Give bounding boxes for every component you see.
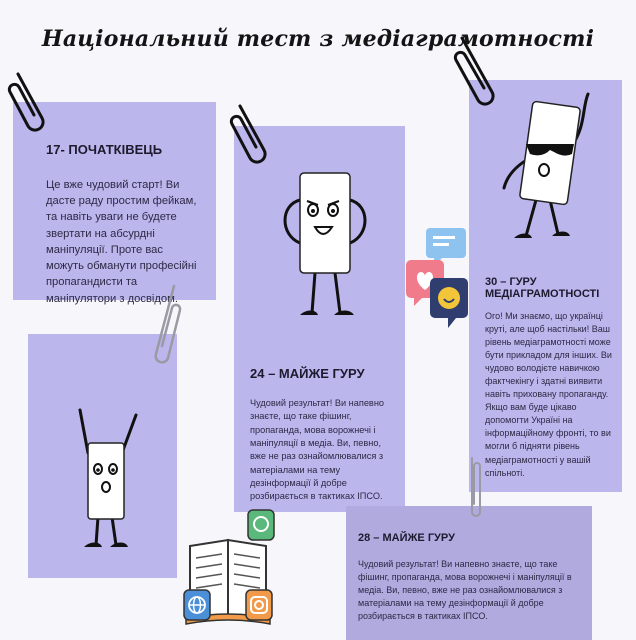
card-text: Ого! Ми знаємо, що українці круті, але щоб настільки! Ваш рівень медіаграмотності може бути прикладом для інших. Ви чудово володієте навичкою фактчекінгу і здатні виявити навіть приховану пропаганду. Якщо вам буде цікаво допомогти Україні на інформаційному фронті, то ви могли б підняти рівень медіаграмотності у вашій спільноті. [485, 311, 612, 478]
paperclip-icon [4, 66, 54, 136]
paperclip-icon [452, 30, 502, 110]
camera-app-icon [246, 590, 272, 620]
paperclip-icon [466, 454, 486, 524]
card-heading: 17- ПОЧАТКІВЕЦЬ [46, 142, 163, 157]
smile-chat-icon [430, 278, 468, 328]
card-heading: 30 – ГУРУ МЕДІАГРАМОТНОСТІ [485, 276, 600, 300]
globe-app-icon [184, 590, 210, 620]
phone-character-confident [270, 165, 380, 325]
card-heading: 24 – МАЙЖЕ ГУРУ [250, 366, 365, 381]
card-text: Чудовий результат! Ви напевно знаєте, що таке фішинг, пропаганда, мова ворожнечі і маніпуляції в медіа. Ви, певно, вже не раз ознайомлювалися з матеріалами на тему дезінформації й добре розбираєтьcя в тактиках ІПСО. [250, 398, 384, 502]
chat-app-icon [248, 510, 274, 540]
page-title: Національний тест з медіаграмотності [41, 26, 595, 52]
phone-character-excited [70, 405, 150, 555]
phone-character-cool [492, 88, 612, 248]
chat-bubbles-cluster [404, 226, 470, 336]
result-card-28 [346, 506, 592, 640]
card-text: Чудовий результат! Ви напевно знаєте, що таке фішинг, пропаганда, мова ворожнечі і маніпуляції в медіа. Ви, певно, вже не раз ознайомлювалися з матеріалами на тему дезінформації й добре розбираєтьcя в тактиках ІПСО. [358, 559, 572, 622]
paperclip-icon [148, 280, 184, 370]
card-text: Це вже чудовий старт! Ви дасте раду простим фейкам, та навіть уваги не будете звертати на абсурдні маніпуляції. Проте вас можуть обманути професійні пропагандисти та маніпулятори з досвідом. [46, 179, 197, 305]
card-heading: 28 – МАЙЖЕ ГУРУ [358, 532, 455, 544]
paperclip-icon [226, 98, 276, 168]
open-book-icon [182, 506, 278, 636]
